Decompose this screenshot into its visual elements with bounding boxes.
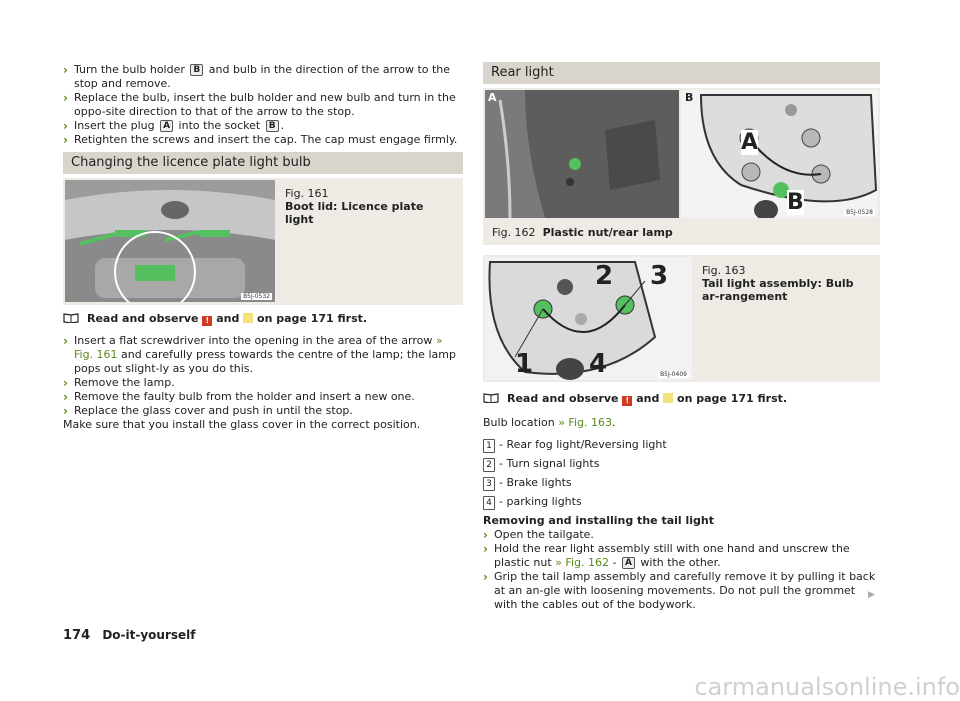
section-title: Changing the licence plate light bulb (71, 155, 311, 170)
figure-code: B5J-0528 (846, 209, 873, 216)
left-bullets (63, 334, 463, 432)
book-icon (63, 313, 79, 323)
page-number: 174 (63, 628, 91, 643)
step-remove-lamp: › Grip the tail lamp assembly and carefully remove it by pulling it back at an an-gle with loosening movements. Do not pull the grommet with the cables out of the bodywork. (483, 570, 876, 611)
list-item: 2 - Turn signal lights (483, 454, 880, 473)
figure-code: B5J-0409 (660, 371, 687, 378)
panel-a-label: A (488, 91, 497, 104)
bullet-insert-screwdriver: › Insert a flat screwdriver into the opening in the area of the arrow » Fig. 161 and carefully press towards the centre of the lamp; the lamp pops out slight-ly as you do this. (63, 334, 456, 375)
rear-lamp-panel-b (681, 90, 878, 218)
bulb-list (483, 435, 880, 511)
label-b-callout: B (787, 190, 804, 215)
bullet-retighten: › Retighten the screws and insert the cap. The cap must engage firmly. (63, 133, 458, 147)
footer-section: Do-it-yourself (102, 628, 196, 642)
bulb-num-2: 2 (595, 261, 614, 291)
bulb-num-4: 4 (589, 349, 608, 379)
figure-caption (702, 264, 872, 303)
figure-caption (285, 187, 455, 226)
read-observe-right: Read and observe ! and on page 171 first. (483, 392, 880, 406)
figure-number: Fig. 162 (492, 226, 536, 239)
bullet-remove-bulb: › Remove the faulty bulb from the holder and insert a new one. (63, 390, 415, 404)
section-title: Rear light (491, 65, 554, 80)
fig-ref-link[interactable]: » Fig. 163 (558, 416, 612, 429)
removing-section (483, 514, 880, 612)
figure-163 (483, 255, 880, 382)
read-observe-left: Read and observe ! and on page 171 first. (63, 312, 463, 326)
list-item: 1 - Rear fog light/Reversing light (483, 435, 880, 454)
left-top-bullets (63, 63, 463, 147)
step-unscrew-nut: › Hold the rear light assembly still with one hand and unscrew the plastic nut » Fig. 162 - A with the other. (483, 542, 850, 569)
section-rear-light (483, 62, 880, 84)
figure-title: Tail light assembly: Bulb ar-rangement (702, 277, 854, 303)
removing-title: Removing and installing the tail light (483, 514, 714, 527)
boot-lid-illustration (65, 180, 275, 302)
label-a-callout: A (741, 130, 759, 155)
fig-ref-link[interactable]: » Fig. 161 (74, 334, 443, 361)
figure-caption (492, 226, 872, 239)
list-item: 3 - Brake lights (483, 473, 880, 492)
bullet-replace-cover: › Replace the glass cover and push in until the stop. (63, 404, 353, 418)
book-icon (483, 393, 499, 403)
bulb-arrangement-image (485, 257, 692, 380)
figure-161 (63, 178, 463, 305)
bulb-num-1: 1 (515, 349, 534, 379)
bulb-num-3: 3 (650, 261, 669, 291)
bullet-turn-holder: › Turn the bulb holder B and bulb in the direction of the arrow to the stop and remove. (63, 63, 451, 90)
note-icon (663, 393, 673, 403)
figure-162 (483, 88, 880, 245)
bullet-insert-plug: › Insert the plug A into the socket B . (63, 119, 285, 133)
warning-icon: ! (202, 316, 212, 326)
rear-lamp-panel-a (485, 90, 679, 218)
boot-lid-image (65, 180, 275, 302)
panel-b-label: B (685, 91, 694, 104)
tail-lamp-illustration (681, 90, 878, 218)
fig-ref-link[interactable]: » Fig. 162 (555, 556, 609, 569)
watermark: carmanualsonline.info (694, 673, 960, 701)
continue-arrow-icon: ▶ (868, 590, 875, 600)
figure-number: Fig. 163 (702, 264, 746, 277)
figure-title: Plastic nut/rear lamp (542, 226, 673, 239)
page-footer (63, 628, 196, 643)
bulb-location: Bulb location » Fig. 163. (483, 416, 616, 429)
note-text: Make sure that you install the glass cover in the correct position. (63, 418, 421, 431)
bullet-remove-lamp: › Remove the lamp. (63, 376, 175, 390)
section-licence-plate (63, 152, 463, 174)
step-open-tailgate: › Open the tailgate. (483, 528, 594, 542)
note-icon (243, 313, 253, 323)
list-item: 4 - parking lights (483, 492, 880, 511)
warning-icon: ! (622, 396, 632, 406)
figure-code: B5J-0532 (243, 293, 270, 300)
boot-interior-illustration (485, 90, 679, 218)
figure-title: Boot lid: Licence plate light (285, 200, 424, 226)
figure-number: Fig. 161 (285, 187, 329, 200)
bullet-replace-bulb: › Replace the bulb, insert the bulb holder and new bulb and turn in the oppo-site direction to that of the arrow to the stop. (63, 91, 456, 118)
